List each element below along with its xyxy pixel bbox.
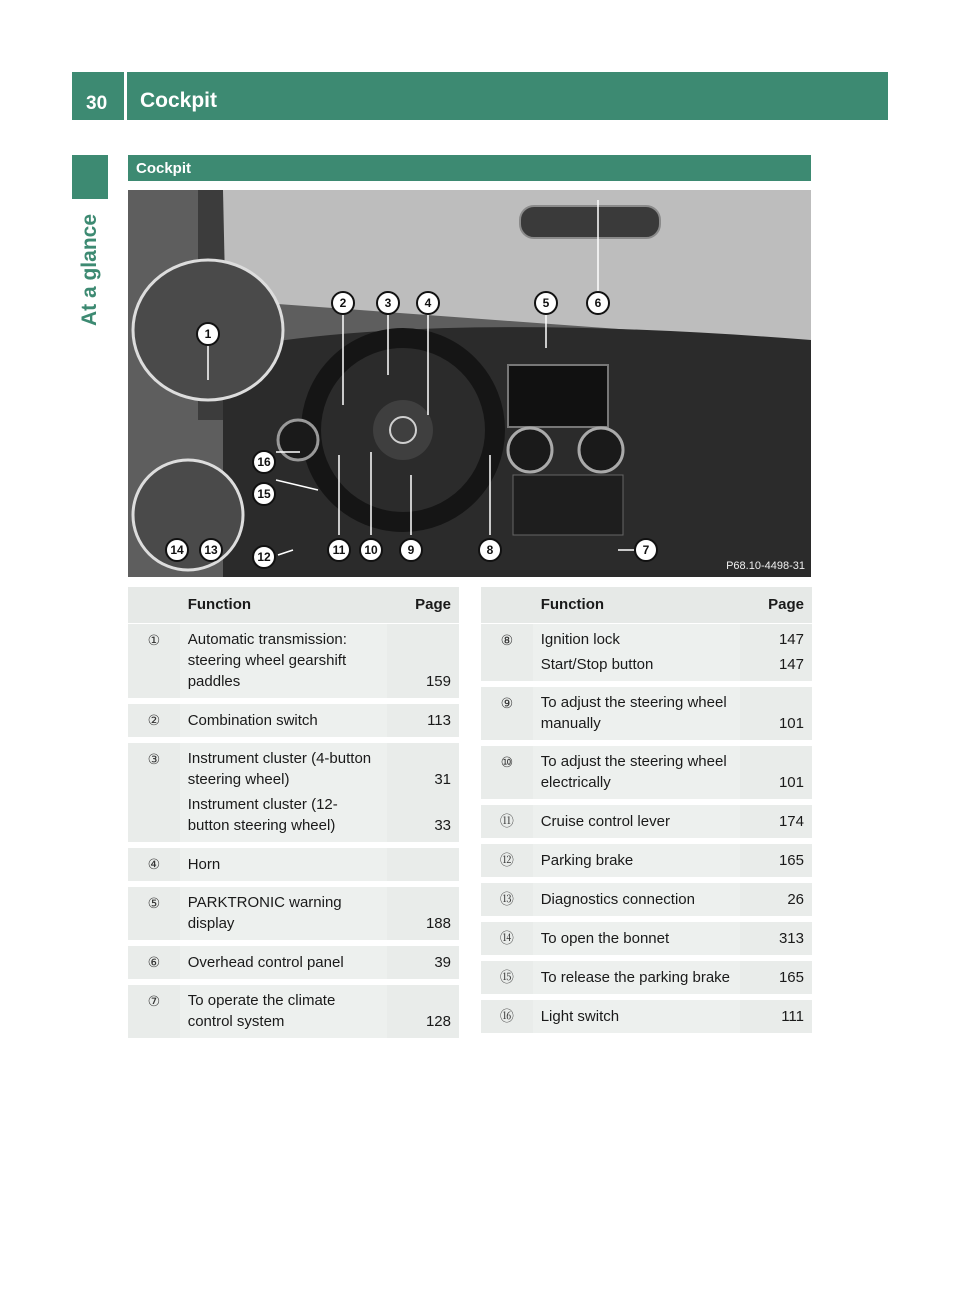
item-page: 165 xyxy=(740,958,812,997)
table-row xyxy=(481,919,812,958)
item-function: Overhead control panel xyxy=(180,943,387,982)
callout-4: 4 xyxy=(416,291,440,315)
item-page-line: 147 xyxy=(778,655,804,673)
item-number: ⑦ xyxy=(128,982,180,1041)
table-row xyxy=(481,802,812,841)
item-number: ⑧ xyxy=(481,623,533,684)
item-number: ⑨ xyxy=(481,684,533,743)
item-number: ③ xyxy=(128,740,180,845)
item-page: 128 xyxy=(387,982,459,1041)
table-row xyxy=(128,740,459,845)
item-function: To operate the climate control system xyxy=(180,982,387,1041)
callout-13: 13 xyxy=(199,538,223,562)
item-number: ⑫ xyxy=(481,841,533,880)
item-function: To release the parking brake xyxy=(533,958,740,997)
item-function: Horn xyxy=(180,845,387,884)
item-page: 313 xyxy=(740,919,812,958)
item-number: ⑭ xyxy=(481,919,533,958)
item-page xyxy=(740,623,812,684)
item-function: Diagnostics connection xyxy=(533,880,740,919)
function-table-right xyxy=(481,587,812,1039)
table-row xyxy=(481,623,812,684)
item-page: 188 xyxy=(387,884,459,943)
callout-16: 16 xyxy=(252,450,276,474)
item-function-line: Instrument cluster (12-button steering wheel) xyxy=(187,795,338,834)
item-number: ② xyxy=(128,701,180,740)
callout-2: 2 xyxy=(331,291,355,315)
table-row xyxy=(481,743,812,802)
table-row xyxy=(128,943,459,982)
item-function: Cruise control lever xyxy=(533,802,740,841)
table-row xyxy=(481,997,812,1036)
callout-14: 14 xyxy=(165,538,189,562)
cockpit-photo xyxy=(128,190,811,577)
item-function xyxy=(533,623,740,684)
header-cell-page: Page xyxy=(387,587,459,623)
item-page-line: 33 xyxy=(434,816,451,834)
item-page: 26 xyxy=(740,880,812,919)
item-page: 39 xyxy=(387,943,459,982)
header-cell-function: Function xyxy=(180,587,387,623)
table-row xyxy=(128,701,459,740)
table-header-row xyxy=(128,587,459,623)
item-function-line: Instrument cluster (4-button steering wheel) xyxy=(187,749,372,788)
item-page: 101 xyxy=(740,743,812,802)
table-row xyxy=(128,884,459,943)
page-number: 30 xyxy=(86,93,108,114)
callout-12: 12 xyxy=(252,545,276,569)
table-row xyxy=(128,982,459,1041)
header-title: Cockpit xyxy=(140,89,218,112)
item-function: To adjust the steering wheel manually xyxy=(533,684,740,743)
callout-1: 1 xyxy=(196,322,220,346)
callout-5: 5 xyxy=(534,291,558,315)
table-row xyxy=(481,841,812,880)
header-divider xyxy=(124,72,127,120)
item-page-line: 31 xyxy=(434,770,451,788)
header-cell-function: Function xyxy=(533,587,740,623)
side-tab-label: At a glance xyxy=(78,213,101,327)
item-page: 159 xyxy=(387,623,459,701)
callout-9: 9 xyxy=(399,538,423,562)
item-function: Automatic transmission: steering wheel gearshift paddles xyxy=(180,623,387,701)
header-cell-page: Page xyxy=(740,587,812,623)
item-page-line: 147 xyxy=(778,630,804,648)
item-page: 174 xyxy=(740,802,812,841)
side-tab xyxy=(72,155,108,199)
callout-3: 3 xyxy=(376,291,400,315)
item-function: Light switch xyxy=(533,997,740,1036)
cockpit-illustration xyxy=(128,190,811,577)
table-row xyxy=(481,880,812,919)
item-function: To adjust the steering wheel electrically xyxy=(533,743,740,802)
item-number: ⑥ xyxy=(128,943,180,982)
item-number: ⑮ xyxy=(481,958,533,997)
item-function xyxy=(180,740,387,845)
item-number: ⑯ xyxy=(481,997,533,1036)
callout-8: 8 xyxy=(478,538,502,562)
item-number: ⑤ xyxy=(128,884,180,943)
callout-11: 11 xyxy=(327,538,351,562)
item-function: PARKTRONIC warning display xyxy=(180,884,387,943)
item-page: 113 xyxy=(387,701,459,740)
item-number: ⑩ xyxy=(481,743,533,802)
table-row xyxy=(128,845,459,884)
header-cell-number xyxy=(481,587,533,623)
table-row xyxy=(128,623,459,701)
item-page xyxy=(387,845,459,884)
section-bar xyxy=(128,155,811,181)
item-number: ④ xyxy=(128,845,180,884)
header-cell-number xyxy=(128,587,180,623)
item-function-line: Ignition lock xyxy=(540,630,620,648)
table-row xyxy=(481,684,812,743)
item-number: ⑪ xyxy=(481,802,533,841)
item-page: 165 xyxy=(740,841,812,880)
callout-7: 7 xyxy=(634,538,658,562)
image-reference: P68.10-4498-31 xyxy=(726,560,805,572)
item-page xyxy=(387,740,459,845)
callout-10: 10 xyxy=(359,538,383,562)
table-row xyxy=(481,958,812,997)
table-header-row xyxy=(481,587,812,623)
item-function-line: Start/Stop button xyxy=(540,655,654,673)
item-number: ⑬ xyxy=(481,880,533,919)
item-function: Parking brake xyxy=(533,841,740,880)
function-table-left xyxy=(128,587,459,1044)
item-page: 111 xyxy=(740,997,812,1036)
item-number: ① xyxy=(128,623,180,701)
callout-6: 6 xyxy=(586,291,610,315)
item-page: 101 xyxy=(740,684,812,743)
callout-15: 15 xyxy=(252,482,276,506)
item-function: Combination switch xyxy=(180,701,387,740)
section-title: Cockpit xyxy=(136,160,192,177)
item-function: To open the bonnet xyxy=(533,919,740,958)
